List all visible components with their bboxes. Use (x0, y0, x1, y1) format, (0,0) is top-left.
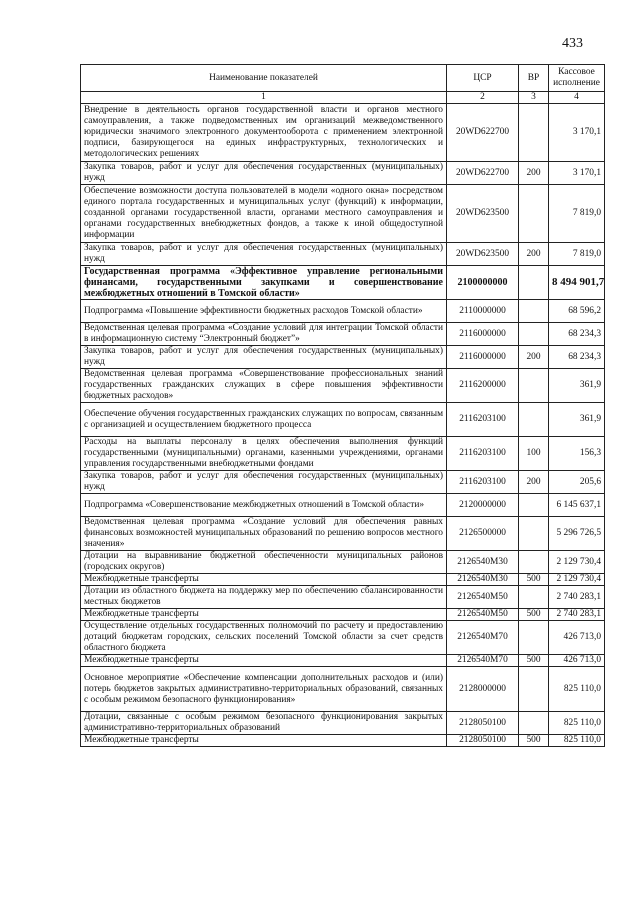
row-amount: 825 110,0 (549, 712, 605, 735)
row-vr-code (519, 712, 549, 735)
row-csr-code: 2128050100 (447, 735, 519, 747)
row-vr-code (519, 369, 549, 403)
row-name: Государственная программа «Эффективное управление региональными финансами, государственными закупками и совершенствование межбюджетных отношений в Томской области» (81, 266, 447, 300)
row-amount: 2 129 730,4 (549, 574, 605, 586)
row-name: Межбюджетные трансферты (81, 735, 447, 747)
row-name: Межбюджетные трансферты (81, 574, 447, 586)
row-vr-code: 200 (519, 243, 549, 266)
row-vr-code: 200 (519, 471, 549, 494)
row-amount: 3 170,1 (549, 104, 605, 162)
row-csr-code: 2116000000 (447, 323, 519, 346)
row-amount: 7 819,0 (549, 243, 605, 266)
row-name: Ведомственная целевая программа «Создание условий для интеграции Томской области в информационную систему “Электронный бюджет”» (81, 323, 447, 346)
table-row (81, 162, 605, 185)
row-name: Подпрограмма «Повышение эффективности бюджетных расходов Томской области» (81, 300, 447, 323)
column-header-name: Наименование показателей (81, 65, 447, 92)
column-header-amount: Кассовое исполнение (549, 65, 605, 92)
row-vr-code: 200 (519, 346, 549, 369)
row-name: Основное мероприятие «Обеспечение компенсации дополнительных расходов и (или) потерь бюджетов закрытых административно-территориальных образований, связанных с особым режимом безопасного функционирования» (81, 667, 447, 712)
table-row (81, 735, 605, 747)
row-amount: 3 170,1 (549, 162, 605, 185)
row-amount: 5 296 726,5 (549, 517, 605, 551)
row-vr-code: 200 (519, 162, 549, 185)
row-vr-code (519, 104, 549, 162)
row-amount: 825 110,0 (549, 667, 605, 712)
row-amount: 156,3 (549, 437, 605, 471)
row-amount: 68 234,3 (549, 346, 605, 369)
row-name: Дотации из областного бюджета на поддержку мер по обеспечению сбалансированности местных бюджетов (81, 586, 447, 609)
row-amount: 825 110,0 (549, 735, 605, 747)
row-name: Закупка товаров, работ и услуг для обеспечения государственных (муниципальных) нужд (81, 346, 447, 369)
page-number: 433 (562, 36, 583, 51)
table-row (81, 574, 605, 586)
table-row (81, 609, 605, 621)
row-name: Подпрограмма «Совершенствование межбюджетных отношений в Томской области» (81, 494, 447, 517)
table-row (81, 369, 605, 403)
row-csr-code: 2116203100 (447, 471, 519, 494)
table-row (81, 403, 605, 437)
row-vr-code (519, 517, 549, 551)
row-amount: 68 234,3 (549, 323, 605, 346)
table-row (81, 471, 605, 494)
row-vr-code: 500 (519, 574, 549, 586)
row-csr-code: 2116203100 (447, 437, 519, 471)
row-vr-code: 100 (519, 437, 549, 471)
row-vr-code: 500 (519, 609, 549, 621)
table-row (81, 655, 605, 667)
row-amount: 205,6 (549, 471, 605, 494)
table-row (81, 243, 605, 266)
row-csr-code: 2126540М50 (447, 586, 519, 609)
table-row (81, 104, 605, 162)
table-row (81, 437, 605, 471)
row-csr-code: 2128000000 (447, 667, 519, 712)
table-row (81, 185, 605, 243)
column-header-vr: ВР (519, 65, 549, 92)
table-body (81, 104, 605, 747)
column-index: 3 (519, 92, 549, 104)
row-amount: 68 596,2 (549, 300, 605, 323)
table-row (81, 300, 605, 323)
row-amount: 426 713,0 (549, 621, 605, 655)
row-vr-code (519, 621, 549, 655)
table-row (81, 621, 605, 655)
row-vr-code (519, 266, 549, 300)
table-header-row (81, 65, 605, 92)
row-csr-code: 2110000000 (447, 300, 519, 323)
budget-execution-table (80, 64, 605, 747)
row-csr-code: 2126540М30 (447, 551, 519, 574)
row-name: Дотации на выравнивание бюджетной обеспеченности муниципальных районов (городских округов) (81, 551, 447, 574)
row-name: Межбюджетные трансферты (81, 609, 447, 621)
row-csr-code: 2126540М70 (447, 655, 519, 667)
table-row (81, 494, 605, 517)
column-index: 2 (447, 92, 519, 104)
table-row (81, 551, 605, 574)
row-csr-code: 2126540М30 (447, 574, 519, 586)
row-csr-code: 2126540М50 (447, 609, 519, 621)
row-name: Закупка товаров, работ и услуг для обеспечения государственных (муниципальных) нужд (81, 243, 447, 266)
row-amount: 426 713,0 (549, 655, 605, 667)
table-row (81, 712, 605, 735)
row-amount: 361,9 (549, 403, 605, 437)
row-csr-code: 20WD622700 (447, 162, 519, 185)
row-vr-code (519, 323, 549, 346)
table-row (81, 346, 605, 369)
row-name: Ведомственная целевая программа «Создание условий для обеспечения равных финансовых возможностей муниципальных образований по решению вопросов местного значения» (81, 517, 447, 551)
row-csr-code: 2100000000 (447, 266, 519, 300)
row-amount: 6 145 637,1 (549, 494, 605, 517)
row-vr-code (519, 185, 549, 243)
row-amount: 2 129 730,4 (549, 551, 605, 574)
table-row (81, 517, 605, 551)
row-amount: 2 740 283,1 (549, 609, 605, 621)
row-csr-code: 2128050100 (447, 712, 519, 735)
table-index-row (81, 92, 605, 104)
table-row (81, 266, 605, 300)
row-csr-code: 2116000000 (447, 346, 519, 369)
row-name: Межбюджетные трансферты (81, 655, 447, 667)
row-vr-code: 500 (519, 655, 549, 667)
row-name: Дотации, связанные с особым режимом безопасного функционирования закрытых административно-территориальных образований (81, 712, 447, 735)
row-vr-code (519, 586, 549, 609)
row-name: Закупка товаров, работ и услуг для обеспечения государственных (муниципальных) нужд (81, 471, 447, 494)
row-name: Ведомственная целевая программа «Совершенствование профессиональных знаний государственных гражданских служащих в сфере повышения эффективности бюджетных расходов» (81, 369, 447, 403)
column-index: 1 (81, 92, 447, 104)
row-csr-code: 20WD623500 (447, 243, 519, 266)
row-name: Внедрение в деятельность органов государственной власти и органов местного самоуправления, а также подведомственных им организаций межведомственного юридически значимого электронного документооборота с применением электронной подписи, базирующегося на единых инфраструктурных, технологических и методологических решениях (81, 104, 447, 162)
row-amount: 2 740 283,1 (549, 586, 605, 609)
table-row (81, 323, 605, 346)
row-name: Обеспечение возможности доступа пользователей в модели «одного окна» посредством единого портала государственных и муниципальных услуг (функций) к информации, созданной органами государственной власти, органами местного самоуправления и органами государственных внебюджетных фондов, а также к иной общедоступной информации (81, 185, 447, 243)
row-vr-code (519, 403, 549, 437)
column-header-csr: ЦСР (447, 65, 519, 92)
row-amount: 8 494 901,7 (549, 266, 605, 300)
row-vr-code (519, 300, 549, 323)
row-amount: 361,9 (549, 369, 605, 403)
row-name: Осуществление отдельных государственных полномочий по расчету и предоставлению дотаций бюджетам городских, сельских поселений Томской области за счет средств областного бюджета (81, 621, 447, 655)
row-vr-code (519, 667, 549, 712)
row-csr-code: 2126500000 (447, 517, 519, 551)
row-csr-code: 2116203100 (447, 403, 519, 437)
row-csr-code: 20WD623500 (447, 185, 519, 243)
row-name: Расходы на выплаты персоналу в целях обеспечения выполнения функций государственными (муниципальными) органами, казенными учреждениями, органами управления государственными внебюджетными фондами (81, 437, 447, 471)
table-row (81, 586, 605, 609)
table-row (81, 667, 605, 712)
row-csr-code: 2116200000 (447, 369, 519, 403)
row-amount: 7 819,0 (549, 185, 605, 243)
row-vr-code: 500 (519, 735, 549, 747)
row-name: Закупка товаров, работ и услуг для обеспечения государственных (муниципальных) нужд (81, 162, 447, 185)
column-index: 4 (549, 92, 605, 104)
row-vr-code (519, 551, 549, 574)
row-csr-code: 2126540М70 (447, 621, 519, 655)
row-csr-code: 20WD622700 (447, 104, 519, 162)
row-vr-code (519, 494, 549, 517)
row-csr-code: 2120000000 (447, 494, 519, 517)
row-name: Обеспечение обучения государственных гражданских служащих по вопросам, связанным с организацией и осуществлением бюджетного процесса (81, 403, 447, 437)
